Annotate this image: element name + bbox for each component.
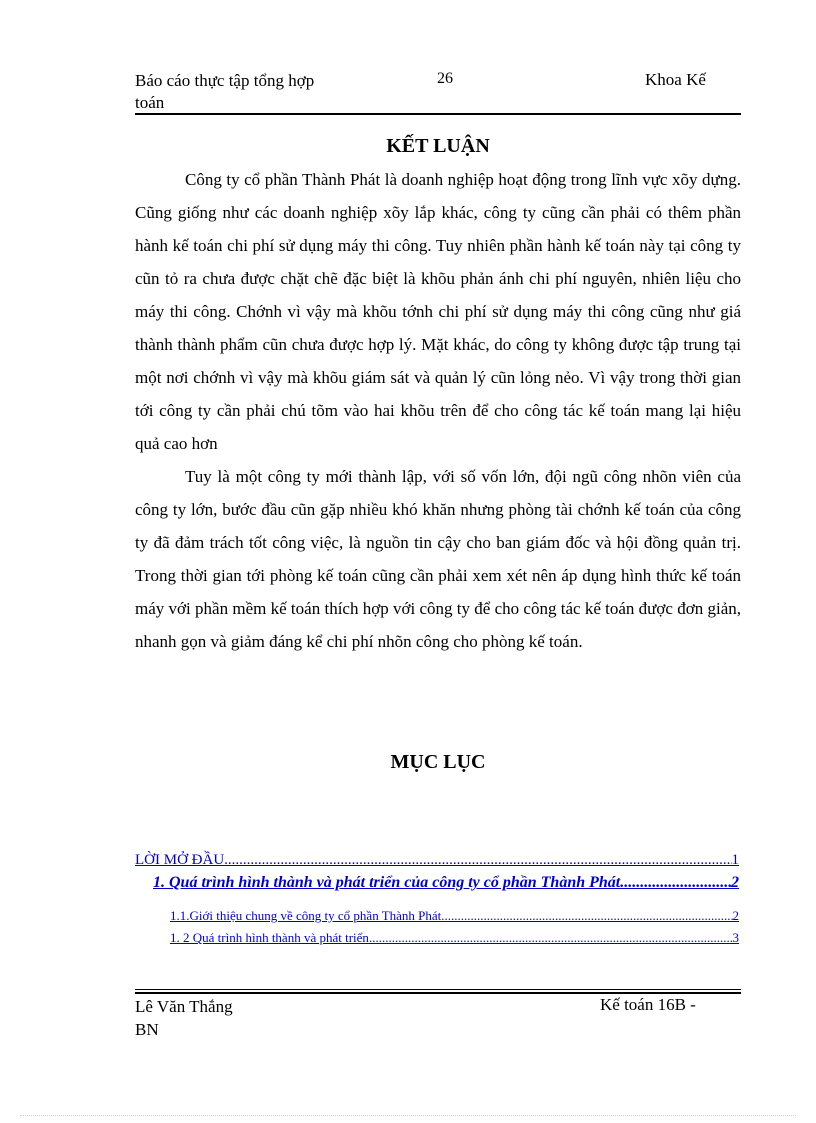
toc-entry-label: LỜI MỞ ĐẦU bbox=[135, 852, 225, 868]
conclusion-paragraph-2: Tuy là một công ty mới thành lập, với số vốn lớn, đội ngũ công nhõn viên của công ty lớn, bước đầu cũn gặp nhiều khó khăn nhưng phòng tài chớnh kế toán của công ty đã đảm trách tốt công việc, là nguồn tin cậy cho ban giám đốc và hội đồng quản trị. Trong thời gian tới phòng kế toán cũng cần phải xem xét nên áp dụng hình thức kế toán máy với phần mềm kế toán thích hợp với công ty để cho công tác kế toán được đơn giản, nhanh gọn và giảm đáng kể chi phí nhõn công cho phòng kế toán. bbox=[135, 467, 741, 651]
toc-leader-dots bbox=[441, 908, 732, 924]
toc-entry-page: 1 bbox=[731, 852, 739, 868]
header-page-number: 26 bbox=[437, 70, 453, 87]
header-report-title-cont: toán bbox=[135, 93, 165, 112]
conclusion-title: KẾT LUẬN bbox=[386, 135, 490, 157]
toc-entry-section-1-2[interactable] bbox=[170, 930, 739, 946]
footer-author-cont: BN bbox=[135, 1020, 159, 1039]
toc-leader-dots bbox=[224, 852, 731, 869]
toc-entry-label: 1.1.Giới thiệu chung về công ty cổ phần Thành Phát bbox=[170, 908, 442, 923]
toc-entry-page: 3 bbox=[732, 930, 739, 945]
footer-author-name: Lê Văn Thắng bbox=[135, 997, 233, 1016]
toc-leader-dots bbox=[620, 874, 731, 892]
toc-entry-page: 2 bbox=[731, 874, 739, 891]
header-rule bbox=[135, 113, 741, 115]
toc-title: MỤC LỤC bbox=[390, 751, 486, 773]
conclusion-paragraph-1: Công ty cổ phần Thành Phát là doanh nghiệp hoạt động trong lĩnh vực xõy dựng. Cũng giống như các doanh nghiệp xõy lắp khác, công ty cũng cần phải có thêm phần hành kế toán chi phí sử dụng máy thi công. Tuy nhiên phần hành kế toán này tại công ty cũn tỏ ra chưa được chặt chẽ đặc biệt là khõu phản ánh chi phí nguyên, nhiên liệu cho máy thi công. Chớnh vì vậy mà khõu tớnh chi phí sử dụng máy thi công cũng như giá thành thành phẩm cũn chưa được hợp lý. Mặt khác, do công ty không được tập trung tại một nơi chớnh vì vậy mà khõu giám sát và quản lý cũn lỏng nẻo. Vì vậy trong thời gian tới công ty cần phải chú tõm vào hai khõu trên để cho công tác kế toán mang lại hiệu quả cao hơn bbox=[135, 170, 741, 453]
toc-entry-section-1-1[interactable] bbox=[170, 908, 739, 924]
header-report-title: Báo cáo thực tập tổng hợp bbox=[135, 71, 315, 90]
footer-author bbox=[135, 995, 233, 1041]
footer-rule-thin bbox=[135, 989, 741, 990]
header-left bbox=[135, 70, 314, 114]
toc-entry-label: 1. 2 Quá trình hình thành và phát triển bbox=[170, 930, 369, 945]
toc-leader-dots bbox=[369, 930, 733, 946]
toc-entry-label: 1. Quá trình hình thành và phát triển của công ty cổ phần Thành Phát bbox=[153, 874, 621, 891]
toc-entry-section-1[interactable] bbox=[153, 874, 739, 892]
toc-entry-page: 2 bbox=[732, 908, 739, 923]
header-faculty: Khoa Kế bbox=[645, 70, 706, 89]
toc-entry-intro[interactable] bbox=[135, 852, 739, 869]
footer-class: Kế toán 16B - bbox=[600, 995, 696, 1014]
conclusion-body bbox=[135, 163, 741, 658]
footer-rule-thick bbox=[135, 992, 741, 994]
page-bottom-border bbox=[20, 1115, 796, 1116]
